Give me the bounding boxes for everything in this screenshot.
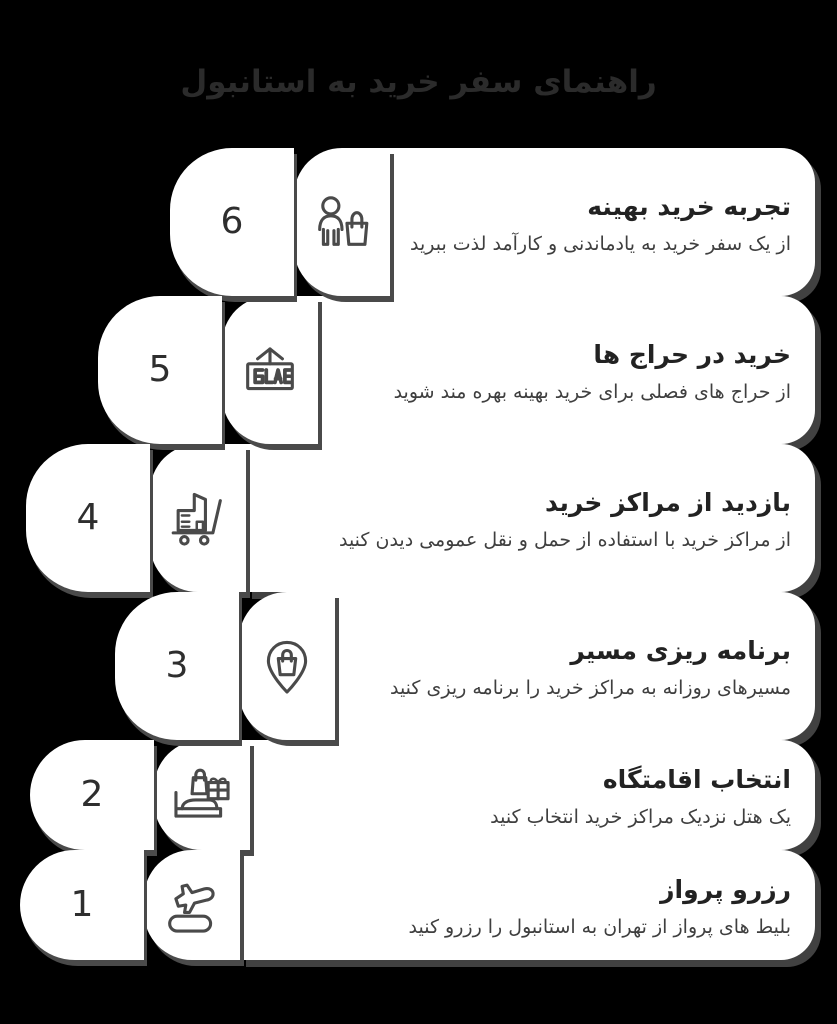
step-text-panel (246, 444, 815, 592)
step-number-cell[interactable] (115, 592, 239, 740)
step-row[interactable] (30, 740, 815, 850)
step-row[interactable] (20, 850, 815, 960)
steps-stack (0, 148, 837, 1008)
step-text-panel (250, 740, 815, 850)
step-icon-cell[interactable] (222, 296, 318, 444)
step-title: انتخاب اقامتگاه (602, 764, 791, 794)
hotel-bed-gift-icon (171, 764, 233, 826)
map-pin-bag-icon (256, 635, 318, 697)
step-row[interactable] (26, 444, 815, 592)
step-text-panel (335, 592, 815, 740)
person-with-shopping-bag-icon (311, 191, 373, 253)
step-row[interactable] (115, 592, 815, 740)
step-number-cell[interactable] (20, 850, 144, 960)
step-description: بلیط های پرواز از تهران به استانبول را رزرو کنید (408, 915, 791, 938)
step-row[interactable] (98, 296, 815, 444)
step-text-panel (318, 296, 815, 444)
step-icon-cell[interactable] (239, 592, 335, 740)
step-icon-cell[interactable] (294, 148, 390, 296)
step-number: 1 (70, 884, 94, 925)
step-description: مسیرهای روزانه به مراکز خرید را برنامه ریزی کنید (389, 676, 791, 699)
page-title: راهنمای سفر خرید به استانبول (180, 64, 657, 100)
step-number-cell[interactable] (30, 740, 154, 850)
step-title: تجربه خرید بهینه (587, 191, 791, 221)
step-icon-cell[interactable] (150, 444, 246, 592)
shopping-cart-mall-icon (167, 487, 229, 549)
step-number: 4 (76, 497, 100, 538)
step-text-panel (240, 850, 815, 960)
step-icon-cell[interactable] (154, 740, 250, 850)
step-description: از مراکز خرید با استفاده از حمل و نقل عمومی دیدن کنید (338, 528, 791, 551)
step-number: 2 (80, 774, 104, 815)
step-description: از حراج های فصلی برای خرید بهینه بهره مند شوید (393, 380, 791, 403)
airplane-takeoff-icon (161, 874, 223, 936)
step-number-cell[interactable] (26, 444, 150, 592)
step-number-cell[interactable] (170, 148, 294, 296)
sale-sign-icon (239, 339, 301, 401)
step-title: بازدید از مراکز خرید (545, 487, 791, 517)
step-title: برنامه ریزی مسیر (570, 635, 791, 665)
step-icon-cell[interactable] (144, 850, 240, 960)
step-number: 6 (220, 201, 244, 242)
step-text-panel (390, 148, 815, 296)
step-title: رزرو پرواز (660, 874, 791, 904)
step-number-cell[interactable] (98, 296, 222, 444)
step-description: از یک سفر خرید به یادماندنی و کارآمد لذت ببرید (409, 232, 791, 255)
step-number: 3 (165, 645, 189, 686)
step-row[interactable] (170, 148, 815, 296)
step-number: 5 (148, 349, 172, 390)
step-description: یک هتل نزدیک مراکز خرید انتخاب کنید (490, 805, 791, 828)
step-title: خرید در حراج ها (593, 339, 791, 369)
